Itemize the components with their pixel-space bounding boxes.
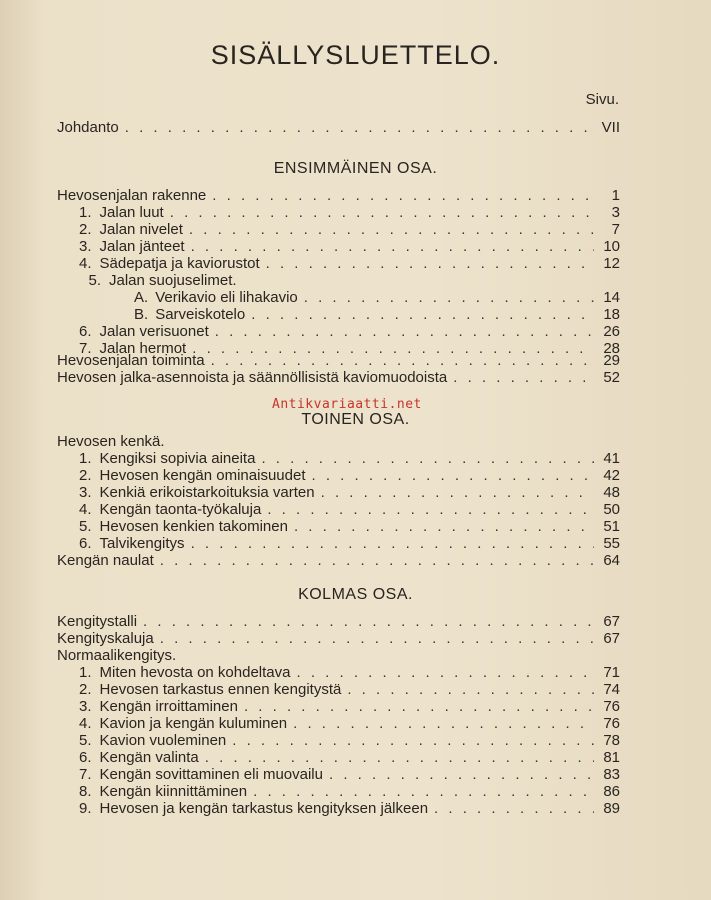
toc-entry-page: 28 — [603, 340, 620, 357]
leader-dots — [232, 732, 594, 749]
section-heading-part3: KOLMAS OSA. — [298, 586, 413, 603]
toc-entry-page: 26 — [603, 323, 620, 340]
toc-entry-number: 2. — [79, 681, 92, 698]
toc-entry — [57, 187, 620, 204]
toc-entry-text: Kengitystalli — [57, 613, 138, 630]
toc-entry-page: VII — [601, 119, 620, 136]
leader-dots — [312, 467, 595, 484]
toc-entry-text: Hevosenjalan toiminta — [57, 352, 205, 369]
toc-entry-text: Johdanto — [57, 119, 119, 136]
toc-entry-number: 6. — [79, 749, 92, 766]
toc-entry-text: Sädepatja ja kaviorustot — [99, 255, 260, 272]
page-title: SISÄLLYSLUETTELO. — [210, 40, 501, 70]
toc-entry-text: Hevosen kenkä. — [57, 433, 165, 450]
toc-entry-text: Kengän irroittaminen — [99, 698, 238, 715]
toc-entry-text: Kenkiä erikoistarkoituksia varten — [99, 484, 315, 501]
leader-dots — [261, 450, 594, 467]
toc-entry-number: B. — [134, 306, 149, 323]
toc-entry — [57, 369, 620, 386]
leader-dots — [160, 552, 594, 569]
toc-entry-page: 76 — [603, 698, 620, 715]
toc-entry — [79, 681, 620, 698]
toc-entry-number: 6. — [79, 535, 92, 552]
toc-entry-number: 3. — [79, 238, 92, 255]
toc-entry-text: Jalan suojuselimet. — [109, 272, 237, 289]
toc-entry — [134, 289, 620, 306]
leader-dots — [329, 766, 594, 783]
toc-entry — [79, 715, 620, 732]
toc-entry — [79, 732, 620, 749]
toc-entry-page: 76 — [603, 715, 620, 732]
toc-entry-text: Kengän taonta-työkaluja — [99, 501, 262, 518]
toc-entry — [79, 783, 620, 800]
leader-dots — [453, 369, 594, 386]
toc-entry-text: Kengän sovittaminen eli muovailu — [99, 766, 323, 783]
toc-entry-number: 3. — [79, 484, 92, 501]
toc-entry-text: Miten hevosta on kohdeltava — [99, 664, 291, 681]
toc-entry — [134, 306, 620, 323]
toc-entry-page: 86 — [603, 783, 620, 800]
toc-entry-page: 55 — [603, 535, 620, 552]
leader-dots — [321, 484, 594, 501]
toc-entry — [57, 647, 620, 664]
toc-entry — [79, 664, 620, 681]
toc-entry-page: 67 — [603, 613, 620, 630]
leader-dots — [304, 289, 594, 306]
leader-dots — [215, 323, 594, 340]
toc-entry-page: 81 — [603, 749, 620, 766]
toc-entry-page: 1 — [611, 187, 620, 204]
toc-entry — [79, 535, 620, 552]
toc-entry — [79, 749, 620, 766]
toc-entry-text: Kavion ja kengän kuluminen — [99, 715, 288, 732]
toc-entry-page: 78 — [603, 732, 620, 749]
toc-entry-number: 2. — [79, 221, 92, 238]
toc-entry-number: 5. — [79, 518, 92, 535]
leader-dots — [253, 783, 594, 800]
toc-entry-text: Kavion vuoleminen — [99, 732, 227, 749]
toc-entry-intro — [57, 119, 620, 136]
toc-entry-number: 4. — [79, 501, 92, 518]
toc-entry — [79, 221, 620, 238]
toc-entry-page: 89 — [603, 800, 620, 817]
toc-entry-number: 4. — [79, 715, 92, 732]
toc-entry-number: 8. — [79, 783, 92, 800]
leader-dots — [266, 255, 594, 272]
toc-entry — [57, 630, 620, 647]
toc-entry-number: 5. — [88, 272, 101, 289]
toc-entry-page: 51 — [603, 518, 620, 535]
toc-entry-number: 7. — [79, 340, 92, 357]
leader-dots — [143, 613, 594, 630]
leader-dots — [212, 187, 594, 204]
toc-entry-text: Kengän valinta — [99, 749, 199, 766]
toc-entry — [79, 467, 620, 484]
toc-entry — [79, 518, 620, 535]
toc-entry-number: 7. — [79, 766, 92, 783]
leader-dots — [189, 221, 594, 238]
toc-entry-text: Hevosen kengän ominaisuudet — [99, 467, 306, 484]
toc-entry-text: Kengityskaluja — [57, 630, 154, 647]
toc-entry — [79, 484, 620, 501]
leader-dots — [170, 204, 594, 221]
toc-entry-number: 1. — [79, 450, 92, 467]
toc-entry-page: 3 — [611, 204, 620, 221]
toc-entry — [79, 800, 620, 817]
toc-entry — [79, 501, 620, 518]
toc-entry-text: Kengiksi sopivia aineita — [99, 450, 256, 467]
toc-entry-page: 29 — [603, 352, 620, 369]
toc-entry — [79, 238, 620, 255]
toc-entry — [79, 698, 620, 715]
toc-entry-page: 71 — [603, 664, 620, 681]
toc-entry — [57, 433, 620, 450]
toc-entry-page: 64 — [603, 552, 620, 569]
toc-entry-page: 42 — [603, 467, 620, 484]
leader-dots — [205, 749, 594, 766]
section-heading-part1: ENSIMMÄINEN OSA. — [273, 160, 438, 177]
watermark-text: Antikvariaatti.net — [272, 397, 422, 412]
toc-entry — [79, 255, 620, 272]
toc-entry-text: Jalan hermot — [99, 340, 187, 357]
toc-entry-number: 3. — [79, 698, 92, 715]
toc-entry-page: 7 — [611, 221, 620, 238]
toc-entry-text: Kengän kiinnittäminen — [99, 783, 248, 800]
leader-dots — [434, 800, 594, 817]
section-heading-part2: TOINEN OSA. — [301, 411, 410, 428]
toc-entry-page: 18 — [603, 306, 620, 323]
toc-entry-number: 5. — [79, 732, 92, 749]
toc-entry-page: 14 — [603, 289, 620, 306]
toc-entry-number: 2. — [79, 467, 92, 484]
toc-entry-text: Hevosen jalka-asennoista ja säännöllisistä kaviomuodoista — [57, 369, 448, 386]
leader-dots — [293, 715, 594, 732]
toc-entry-text: Jalan verisuonet — [99, 323, 209, 340]
leader-dots — [191, 238, 594, 255]
toc-entry-text: Hevosen tarkastus ennen kengitystä — [99, 681, 342, 698]
leader-dots — [125, 119, 594, 136]
toc-entry-page: 48 — [603, 484, 620, 501]
leader-dots — [211, 352, 594, 369]
toc-entry — [79, 323, 620, 340]
toc-entry-page: 52 — [603, 369, 620, 386]
toc-entry-text: Jalan jänteet — [99, 238, 185, 255]
toc-entry-number: 1. — [79, 664, 92, 681]
toc-entry — [79, 204, 620, 221]
leader-dots — [160, 630, 594, 647]
toc-entry-number: 1. — [79, 204, 92, 221]
toc-entry-page: 67 — [603, 630, 620, 647]
toc-entry-text: Jalan luut — [99, 204, 164, 221]
toc-entry-text: Normaalikengitys. — [57, 647, 177, 664]
toc-entry-number: 6. — [79, 323, 92, 340]
toc-entry — [79, 450, 620, 467]
toc-entry — [79, 272, 620, 289]
toc-entry-page: 50 — [603, 501, 620, 518]
leader-dots — [294, 518, 594, 535]
toc-entry-page: 12 — [603, 255, 620, 272]
toc-entry-text: Kengän naulat — [57, 552, 154, 569]
toc-entry-text: Sarveiskotelo — [155, 306, 246, 323]
leader-dots — [244, 698, 594, 715]
toc-entry-number: 4. — [79, 255, 92, 272]
toc-entry-text: Talvikengitys — [99, 535, 185, 552]
toc-entry-page: 10 — [603, 238, 620, 255]
toc-entry-text: Hevosen ja kengän tarkastus kengityksen jälkeen — [99, 800, 429, 817]
leader-dots — [191, 535, 594, 552]
leader-dots — [267, 501, 594, 518]
toc-entry — [57, 552, 620, 569]
toc-entry-text: Hevosenjalan rakenne — [57, 187, 207, 204]
toc-entry-page: 83 — [603, 766, 620, 783]
page-column-header: Sivu. — [585, 91, 619, 108]
toc-entry-page: 74 — [603, 681, 620, 698]
toc-entry-number: A. — [134, 289, 149, 306]
leader-dots — [347, 681, 594, 698]
toc-entry — [57, 352, 620, 369]
toc-entry-number: 9. — [79, 800, 92, 817]
leader-dots — [251, 306, 594, 323]
toc-entry-text: Hevosen kenkien takominen — [99, 518, 288, 535]
toc-entry — [79, 766, 620, 783]
toc-entry — [57, 613, 620, 630]
toc-entry-text: Verikavio eli lihakavio — [155, 289, 298, 306]
toc-entry-text: Jalan nivelet — [99, 221, 183, 238]
leader-dots — [296, 664, 594, 681]
toc-entry-page: 41 — [603, 450, 620, 467]
